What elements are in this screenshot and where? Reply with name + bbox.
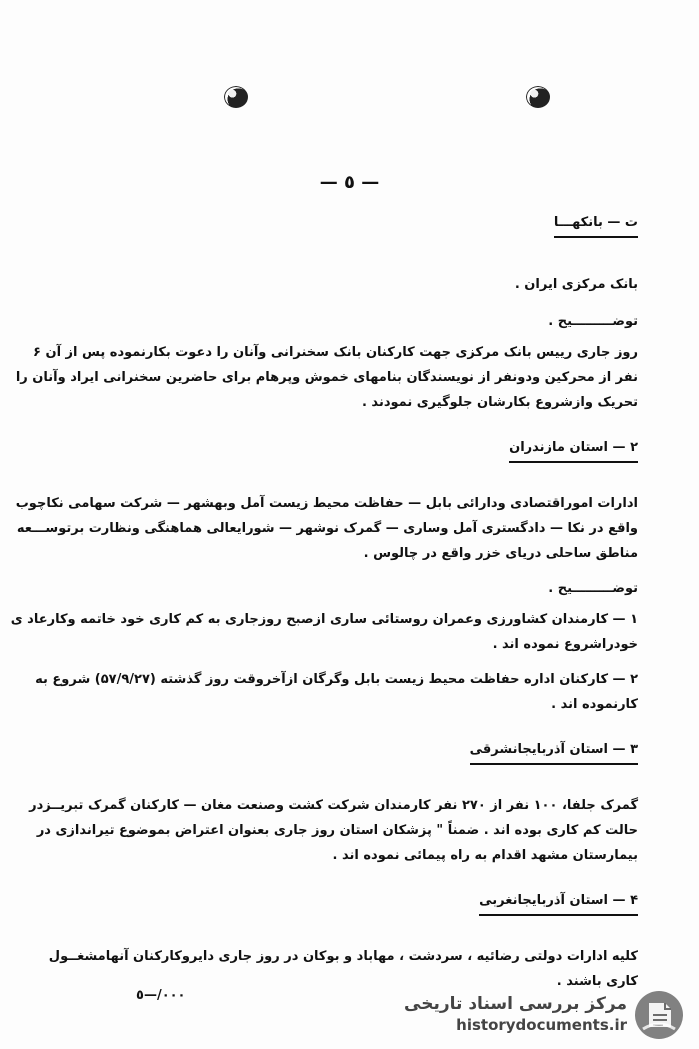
text-line: گمرک جلفا، ۱۰۰ نفر از ۲۷۰ نفر کارمندان شرکت کشت وصنعت مغان — کارکنان گمرک تبریــزدر bbox=[29, 798, 638, 813]
text-line: تحریک وازشروع بکارشان جلوگیری نمودند . bbox=[361, 395, 638, 410]
section-heading: ت — بانکهـــا bbox=[554, 210, 638, 238]
text-line: روز جاری رییس بانک مرکزی جهت کارکنان بانک سخنرانی وآنان را دعوت بکارنموده پس از آن ۶ bbox=[33, 345, 638, 360]
numbered-item bbox=[35, 667, 638, 717]
document-reference-number: ٠٠٠/—٥ bbox=[136, 988, 186, 1003]
section-mazandaran bbox=[10, 425, 638, 717]
text-line: حالت کم کاری بوده اند . ضمناً " پزشکان استان روز جاری بعنوان اعتراض بموضوع تیراندازی در bbox=[36, 823, 638, 838]
section-subtitle: بانک مرکزی ایران . bbox=[514, 277, 638, 292]
section-east-azerbaijan bbox=[29, 727, 638, 868]
section-heading: ۴ — استان آذربایجانغربی bbox=[479, 888, 638, 916]
section-paragraph bbox=[29, 793, 638, 868]
explanation-label: توضـــــــــیح . bbox=[548, 314, 638, 329]
watermark-url: historydocuments.ir bbox=[456, 1016, 627, 1034]
text-line: نفر از محرکین ودونفر از نویسندگان بنامهای خموش وپرهام برای حاضرین سخنرانی ایراد وآنان را bbox=[15, 370, 638, 385]
section-paragraph bbox=[15, 491, 638, 566]
section-paragraph bbox=[48, 944, 638, 994]
section-heading: ۲ — استان مازندران bbox=[509, 435, 638, 463]
watermark bbox=[404, 989, 685, 1041]
text-line: ۱ — کارمندان کشاورزی وعمران روستائی ساری ازصبح روزجاری به کم کاری خود خاتمه وکارعاد ی bbox=[10, 612, 638, 627]
text-line: کاری باشند . bbox=[556, 974, 638, 989]
text-line: مناطق ساحلی دریای خزر واقع در چالوس . bbox=[363, 546, 638, 561]
page-number: — ٥ — bbox=[319, 172, 380, 193]
watermark-title: مرکز بررسی اسناد تاریخی bbox=[404, 994, 627, 1014]
text-line: کلیه ادارات دولتی رضائیه ، سردشت ، مهاباد و بوکان در روز جاری دایروکارکنان آنهامشغــول bbox=[48, 949, 638, 964]
section-banks bbox=[15, 200, 638, 415]
seal-mark-right-icon bbox=[526, 86, 550, 108]
numbered-item bbox=[10, 607, 638, 657]
document-body bbox=[10, 200, 638, 1004]
section-west-azerbaijan bbox=[48, 878, 638, 994]
explanation-label: توضـــــــــیح . bbox=[548, 581, 638, 596]
text-line: واقع در نکا — دادگستری آمل وساری — گمرک نوشهر — شورایعالی هماهنگی ونظارت برتوســـعه bbox=[16, 521, 638, 536]
text-line: خودراشروع نموده اند . bbox=[492, 637, 638, 652]
text-line: بیمارستان مشهد اقدام به راه پیمائی نموده اند . bbox=[332, 848, 638, 863]
archive-document-icon bbox=[633, 989, 685, 1041]
text-line: ۲ — کارکنان اداره حفاظت محیط زیست بابل وگرگان ازآخروقت روز گذشته (۵۷/۹/۲۷) شروع به bbox=[35, 672, 638, 687]
section-paragraph bbox=[15, 340, 638, 415]
section-heading: ۳ — استان آذربایجانشرقی bbox=[470, 737, 638, 765]
text-line: کارنموده اند . bbox=[551, 697, 638, 712]
text-line: ادارات اموراقتصادی ودارائی بابل — حفاظت محیط زیست آمل وبهشهر — شرکت سهامی نکاچوب bbox=[15, 496, 638, 511]
seal-mark-left-icon bbox=[224, 86, 248, 108]
